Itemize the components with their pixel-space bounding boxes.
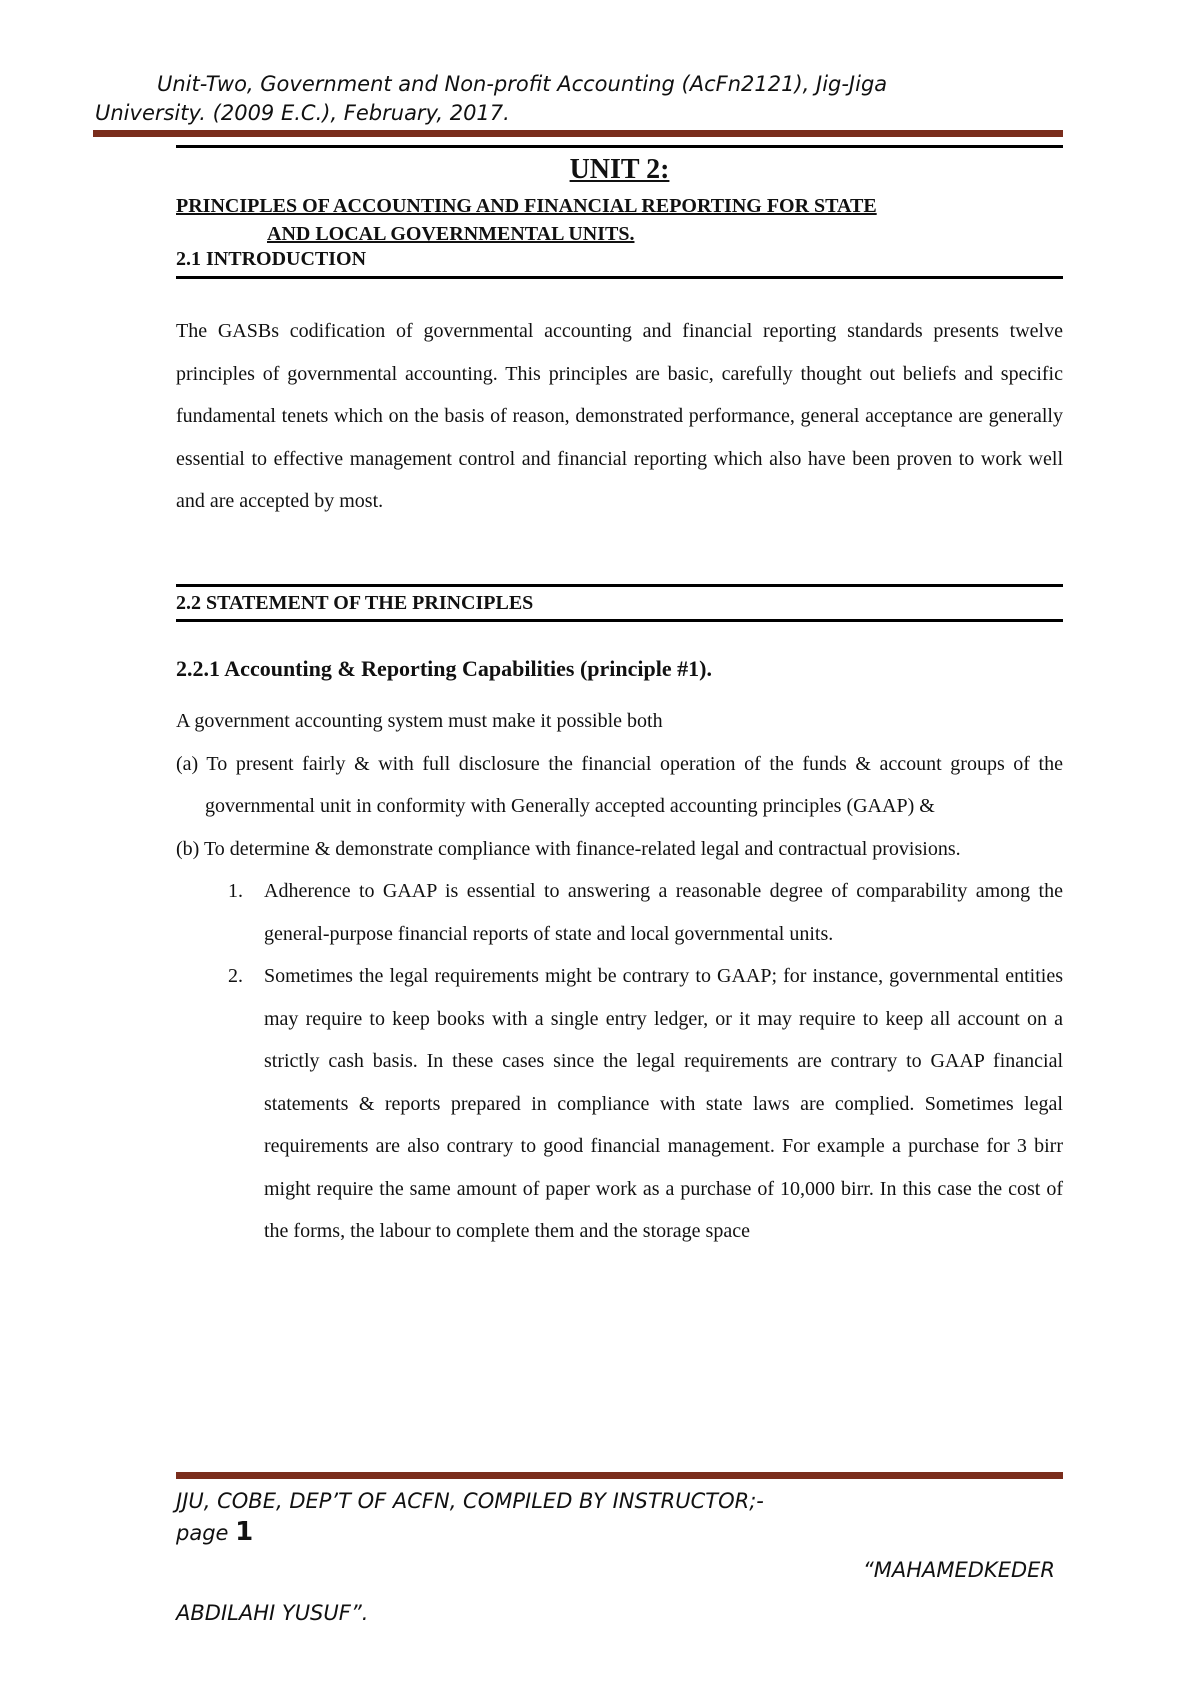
section-rule-bottom: [176, 619, 1063, 622]
chapter-subtitle: [176, 192, 1063, 248]
section-rule-top: [176, 584, 1063, 587]
lead-sentence: A government accounting system must make it possible both: [176, 710, 663, 732]
subtitle-line-2: AND LOCAL GOVERNMENTAL UNITS.: [267, 223, 635, 245]
footer-line-1: JJU, COBE, DEP’T OF ACFN, COMPILED BY INSTRUCTOR;-: [176, 1489, 764, 1513]
running-header: [95, 70, 1065, 128]
numbered-item: [176, 870, 1063, 955]
header-rule-brown: [93, 130, 1063, 137]
list-item-b: (b) To determine & demonstrate compliance with finance-related legal and contractual provisions.: [176, 837, 961, 860]
page-footer: [176, 1486, 1063, 1629]
header-rule-black: [176, 145, 1063, 148]
unit-title: UNIT 2:: [569, 154, 670, 185]
list-item-a: (a) To present fairly & with full disclosure the financial operation of the funds & account groups of the governmental unit in conformity with Generally accepted accounting principles (GAAP) &: [176, 752, 1063, 817]
numbered-item: [176, 955, 1063, 1253]
numbered-list: [176, 870, 1063, 1253]
item-text: Adherence to GAAP is essential to answering a reasonable degree of comparability among the general-purpose financial reports of state and local governmental units.: [264, 880, 1063, 945]
page-label: page: [176, 1521, 229, 1545]
footer-author-1: “MAHAMEDKEDER: [862, 1558, 1055, 1582]
footer-rule: [176, 1472, 1063, 1479]
subtitle-line-1: PRINCIPLES OF ACCOUNTING AND FINANCIAL REPORTING FOR STATE: [176, 195, 877, 217]
header-line-2: University. (2009 E.C.), February, 2017.: [95, 101, 510, 125]
header-line-1: Unit-Two, Government and Non-profit Accounting (AcFn2121), Jig-Jiga: [157, 72, 888, 96]
section-heading-statement: 2.2 STATEMENT OF THE PRINCIPLES: [176, 592, 534, 614]
item-number: 1.: [228, 880, 243, 902]
subsection-heading: 2.2.1 Accounting & Reporting Capabilities (principle #1).: [176, 656, 712, 681]
intro-paragraph: The GASBs codification of governmental accounting and financial reporting standards presents twelve principles of governmental accounting. This principles are basic, carefully thought out beliefs and specific fundamental tenets which on the basis of reason, demonstrated performance, general acceptance are generally essential to effective management control and financial reporting which also have been proven to work well and are accepted by most.: [176, 320, 1063, 512]
page-number: 1: [235, 1517, 254, 1547]
section-rule-intro: [176, 276, 1063, 279]
item-number: 2.: [228, 965, 243, 987]
footer-author-2: ABDILAHI YUSUF”.: [176, 1601, 369, 1625]
principle-body: [176, 700, 1063, 1253]
item-text: Sometimes the legal requirements might be contrary to GAAP; for instance, governmental entities may require to keep books with a single entry ledger, or it may require to keep all account on a strictly cash basis. In these cases since the legal requirements are contrary to GAAP financial statements & reports prepared in compliance with state laws are complied. Sometimes legal requirements are also contrary to good financial management. For example a purchase for 3 birr might require the same amount of paper work as a purchase of 10,000 birr. In this case the cost of the forms, the labour to complete them and the storage space: [264, 965, 1063, 1242]
section-heading-intro: 2.1 INTRODUCTION: [176, 248, 367, 270]
